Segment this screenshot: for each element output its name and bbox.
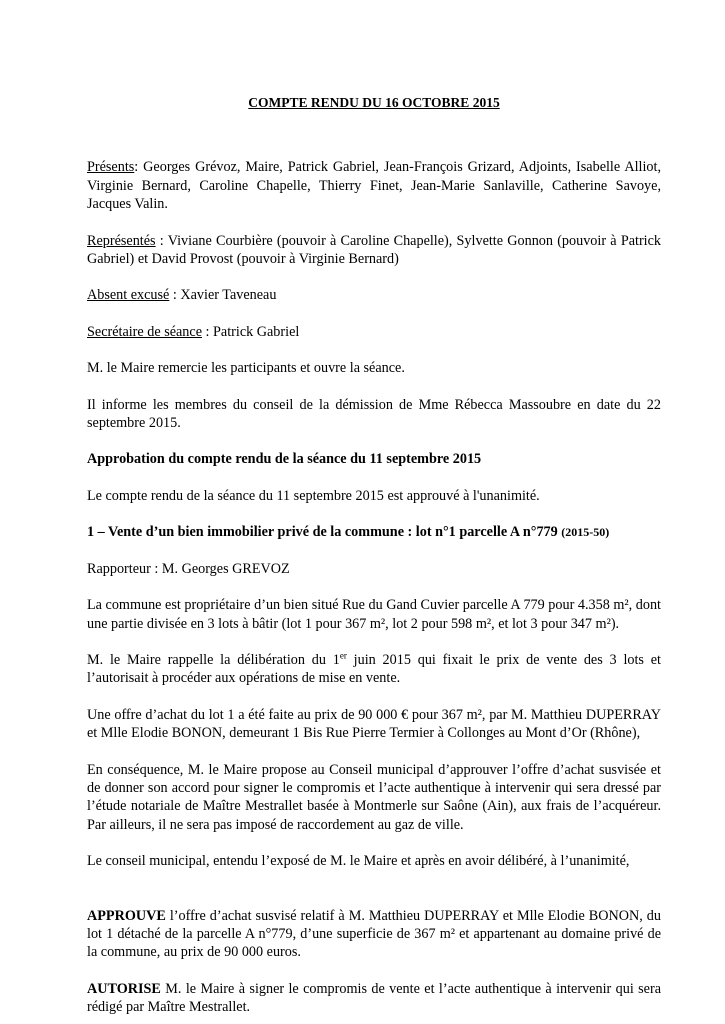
- document-title: COMPTE RENDU DU 16 OCTOBRE 2015: [248, 95, 500, 110]
- section1-paragraph-3: Une offre d’achat du lot 1 a été faite au prix de 90 000 € pour 367 m², par M. Matthieu DUPERRAY et Mlle Elodie BONON, demeurant 1 Bis Rue Pierre Termier à Collonges au Mont d’Or (Rhône),: [87, 706, 661, 742]
- approbation-text: Le compte rendu de la séance du 11 septembre 2015 est approuvé à l'unanimité.: [87, 487, 540, 504]
- section1-paragraph-2: [87, 651, 661, 688]
- presents-paragraph: [87, 158, 661, 213]
- autorise-label: AUTORISE: [87, 980, 161, 997]
- presents-label: Présents: [87, 159, 135, 176]
- section1-ref: (2015-50): [561, 525, 610, 540]
- document-body: [87, 94, 661, 1017]
- section1-paragraph-5: Le conseil municipal, entendu l’exposé de M. le Maire et après en avoir délibéré, à l’unanimité,: [87, 853, 630, 870]
- secretaire-paragraph: [87, 323, 661, 341]
- p2-after: juin 2015 qui fixait le prix de vente des 3 lots et l’autorisait à procéder aux opérations de mise en vente.: [87, 651, 661, 687]
- p2-before: M. le Maire rappelle la délibération du 1: [87, 651, 340, 668]
- section1-heading: [87, 523, 661, 541]
- absent-text: : Xavier Taveneau: [169, 287, 277, 304]
- representes-text: : Viviane Courbière (pouvoir à Caroline Chapelle), Sylvette Gonnon (pouvoir à Patrick Gabriel) et David Provost (pouvoir à Virginie Bernard): [87, 232, 661, 268]
- secretaire-label: Secrétaire de séance: [87, 323, 202, 340]
- secretaire-text: : Patrick Gabriel: [202, 323, 300, 340]
- approuve-paragraph: [87, 907, 661, 962]
- representes-paragraph: [87, 232, 661, 269]
- section1-paragraph-1: La commune est propriétaire d’un bien situé Rue du Gand Cuvier parcelle A 779 pour 4.358 m², dont une partie divisée en 3 lots à bâtir (lot 1 pour 367 m², lot 2 pour 598 m², et lot 3 pour 347 m²).: [87, 597, 661, 632]
- autorise-text: M. le Maire à signer le compromis de vente et l’acte authentique à intervenir qui sera rédigé par Maître Mestrallet.: [87, 980, 661, 1016]
- autorise-paragraph: [87, 980, 661, 1017]
- approbation-heading: Approbation du compte rendu de la séance du 11 septembre 2015: [87, 451, 482, 468]
- demission-paragraph: Il informe les membres du conseil de la démission de Mme Rébecca Massoubre en date du 22 septembre 2015.: [87, 396, 661, 432]
- section1-heading-text: 1 – Vente d’un bien immobilier privé de la commune : lot n°1 parcelle A n°779: [87, 524, 558, 541]
- absent-paragraph: [87, 286, 661, 304]
- representes-label: Représentés: [87, 232, 156, 249]
- p2-sup: er: [339, 650, 347, 661]
- rapporteur-paragraph: Rapporteur : M. Georges GREVOZ: [87, 560, 290, 577]
- intro-paragraph: M. le Maire remercie les participants et ouvre la séance.: [87, 360, 405, 377]
- absent-label: Absent excusé: [87, 287, 170, 304]
- presents-text: : Georges Grévoz, Maire, Patrick Gabriel, Jean-François Grizard, Adjoints, Isabelle Alliot, Virginie Bernard, Caroline Chapelle, Thierry Finet, Jean-Marie Sanlaville, Catherine Savoye, Jacques Valin.: [87, 159, 661, 213]
- approuve-text: l’offre d’achat susvisé relatif à M. Matthieu DUPERRAY et Mlle Elodie BONON, du lot 1 détaché de la parcelle A n°779, d’une superficie de 367 m² et appartenant au domaine privé de la commune, au prix de 90 000 euros.: [87, 907, 661, 961]
- approuve-label: APPROUVE: [87, 907, 166, 924]
- section1-paragraph-4: En conséquence, M. le Maire propose au Conseil municipal d’approuver l’offre d’achat susvisée et de donner son accord pour signer le compromis et l’acte authentique à intervenir qui sera dressé par l’étude notariale de Maître Mestrallet basée à Montmerle sur Saône (Ain), aux frais de l’acquéreur. Par ailleurs, il ne sera pas imposé de raccordement au gaz de ville.: [87, 761, 661, 833]
